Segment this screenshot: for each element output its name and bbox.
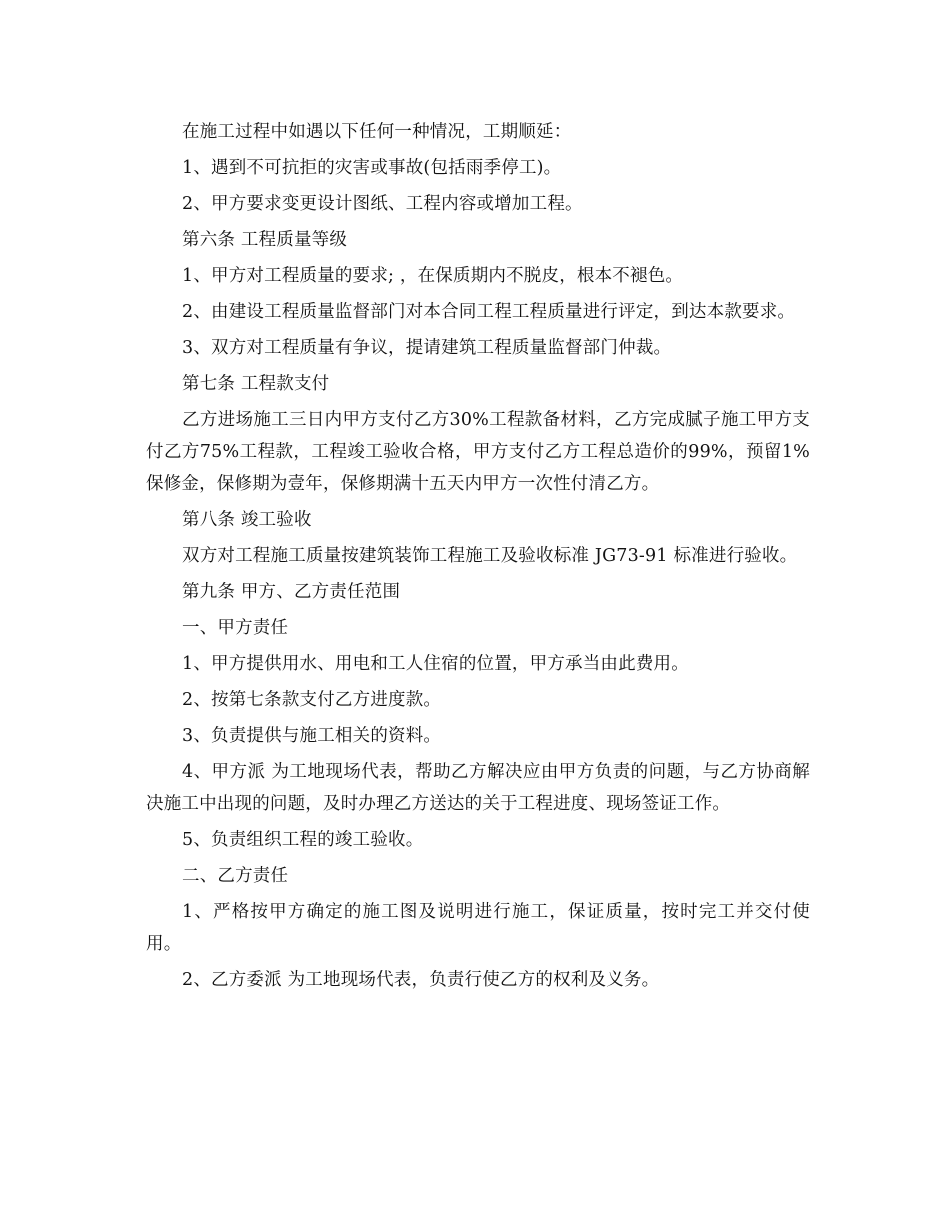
paragraph: 3、双方对工程质量有争议，提请建筑工程质量监督部门仲裁。 — [182, 338, 672, 358]
section-heading: 第九条 甲方、乙方责任范围 — [182, 582, 401, 602]
paragraph: 1、严格按甲方确定的施工图及说明进行施工，保证质量，按时完工并交付使用。 — [146, 902, 810, 954]
paragraph: 5、负责组织工程的竣工验收。 — [182, 830, 424, 850]
paragraph: 2、按第七条款支付乙方进度款。 — [182, 690, 442, 710]
document-page — [146, 116, 810, 1000]
paragraph: 1、甲方对工程质量的要求; ，在保质期内不脱皮，根本不褪色。 — [182, 266, 684, 286]
paragraph: 3、负责提供与施工相关的资料。 — [182, 726, 442, 746]
subsection-heading: 一、甲方责任 — [182, 618, 289, 638]
section-heading: 第八条 竣工验收 — [182, 510, 312, 530]
paragraph: 1、遇到不可抗拒的灾害或事故(包括雨季停工)。 — [182, 158, 562, 178]
paragraph: 2、由建设工程质量监督部门对本合同工程工程质量进行评定，到达本款要求。 — [182, 302, 796, 322]
paragraph: 2、甲方要求变更设计图纸、工程内容或增加工程。 — [182, 194, 583, 214]
section-heading: 第六条 工程质量等级 — [182, 230, 348, 250]
paragraph: 2、乙方委派 为工地现场代表，负责行使乙方的权利及义务。 — [182, 970, 660, 990]
paragraph: 4、甲方派 为工地现场代表，帮助乙方解决应由甲方负责的问题，与乙方协商解决施工中出现的问题，及时办理乙方送达的关于工程进度、现场签证工作。 — [146, 762, 810, 814]
paragraph: 在施工过程中如遇以下任何一种情况，工期顺延： — [182, 122, 572, 142]
paragraph: 双方对工程施工质量按建筑装饰工程施工及验收标准 JG73-91 标准进行验收。 — [182, 546, 798, 566]
paragraph: 1、甲方提供用水、用电和工人住宿的位置，甲方承当由此费用。 — [182, 654, 689, 674]
section-heading: 第七条 工程款支付 — [182, 374, 330, 394]
subsection-heading: 二、乙方责任 — [182, 866, 289, 886]
paragraph: 乙方进场施工三日内甲方支付乙方30%工程款备材料，乙方完成腻子施工甲方支付乙方75%工程款，工程竣工验收合格，甲方支付乙方工程总造价的99%，预留1%保修金，保修期为壹年，保修期满十五天内甲方一次性付清乙方。 — [146, 410, 810, 494]
